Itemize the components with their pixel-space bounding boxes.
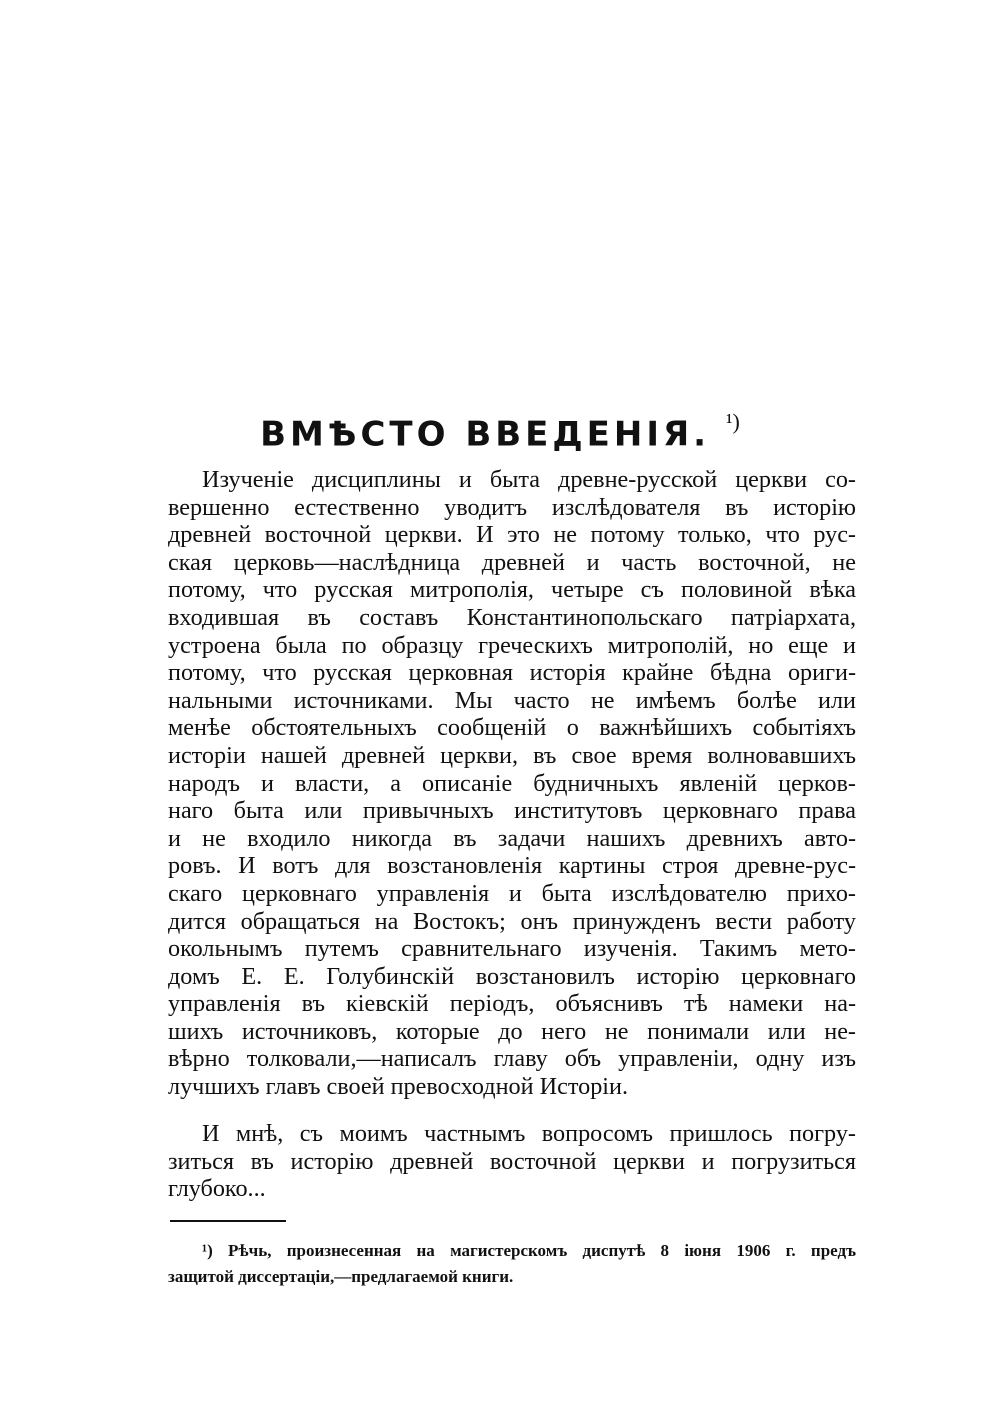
text-line: вѣрно толковали,—написалъ главу объ управленіи, одну изъ — [168, 1045, 856, 1073]
footnote — [168, 1238, 856, 1290]
footnote-reference: ¹) — [725, 409, 740, 434]
text-line: ровъ. И вотъ для возстановленія картины строя древне-рус- — [168, 852, 856, 880]
text-line: скаго церковнаго управленія и быта изслѣдователю прихо- — [168, 879, 856, 907]
text-line: ская церковь—наслѣдница древней и часть восточной, не — [168, 548, 856, 576]
text-line: потому, что русская митрополія, четыре съ половиной вѣка — [168, 576, 856, 604]
text-line: устроена была по образцу греческихъ митрополій, но еще и — [168, 631, 856, 659]
paragraph-1 — [168, 466, 856, 1101]
paragraph-2 — [168, 1120, 856, 1203]
text-line: дится обращаться на Востокъ; онъ принужденъ вести работу — [168, 907, 856, 935]
text-line: древней восточной церкви. И это не потому только, что рус- — [168, 521, 856, 549]
text-line: домъ Е. Е. Голубинскій возстановилъ исторію церковнаго — [168, 962, 856, 990]
text-line: шихъ источниковъ, которые до него не понимали или не- — [168, 1017, 856, 1045]
text-line: лучшихъ главъ своей превосходной Исторіи. — [168, 1073, 628, 1101]
text-line: входившая въ составъ Константинопольскаго патріархата, — [168, 603, 856, 631]
text-line: вершенно естественно уводитъ изслѣдователя въ исторію — [168, 493, 856, 521]
footnote-line: ¹) Рѣчь, произнесенная на магистерскомъ диспутѣ 8 іюня 1906 г. предъ — [202, 1241, 856, 1260]
text-line: народъ и власти, а описаніе будничныхъ явленій церков- — [168, 769, 856, 797]
text-line: управленія въ кіевскій періодъ, объяснивъ тѣ намеки на- — [168, 990, 856, 1018]
text-line: И мнѣ, съ моимъ частнымъ вопросомъ пришлось погру- — [202, 1120, 856, 1147]
footnote-divider — [170, 1220, 286, 1222]
text-line: Изученіе дисциплины и быта древне-русской церкви со- — [202, 466, 856, 493]
text-line: глубоко... — [168, 1175, 266, 1203]
text-line: зиться въ исторію древней восточной церкви и погрузиться — [168, 1147, 856, 1175]
text-line: менѣе обстоятельныхъ сообщеній о важнѣйшихъ событіяхъ — [168, 714, 856, 742]
text-line: и не входило никогда въ задачи нашихъ древнихъ авто- — [168, 824, 856, 852]
text-line: наго быта или привычныхъ институтовъ церковнаго права — [168, 797, 856, 825]
chapter-heading — [0, 404, 1000, 456]
text-line: нальными источниками. Мы часто не имѣемъ болѣе или — [168, 686, 856, 714]
chapter-title: ВМѢСТО ВВЕДЕНІЯ. — [260, 414, 711, 455]
text-line: потому, что русская церковная исторія крайне бѣдна ориги- — [168, 659, 856, 687]
text-line: исторіи нашей древней церкви, въ свое время волновавшихъ — [168, 741, 856, 769]
footnote-line: защитой диссертаціи,—предлагаемой книги. — [168, 1267, 514, 1286]
text-line: окольнымъ путемъ сравнительнаго изученія. Такимъ мето- — [168, 935, 856, 963]
